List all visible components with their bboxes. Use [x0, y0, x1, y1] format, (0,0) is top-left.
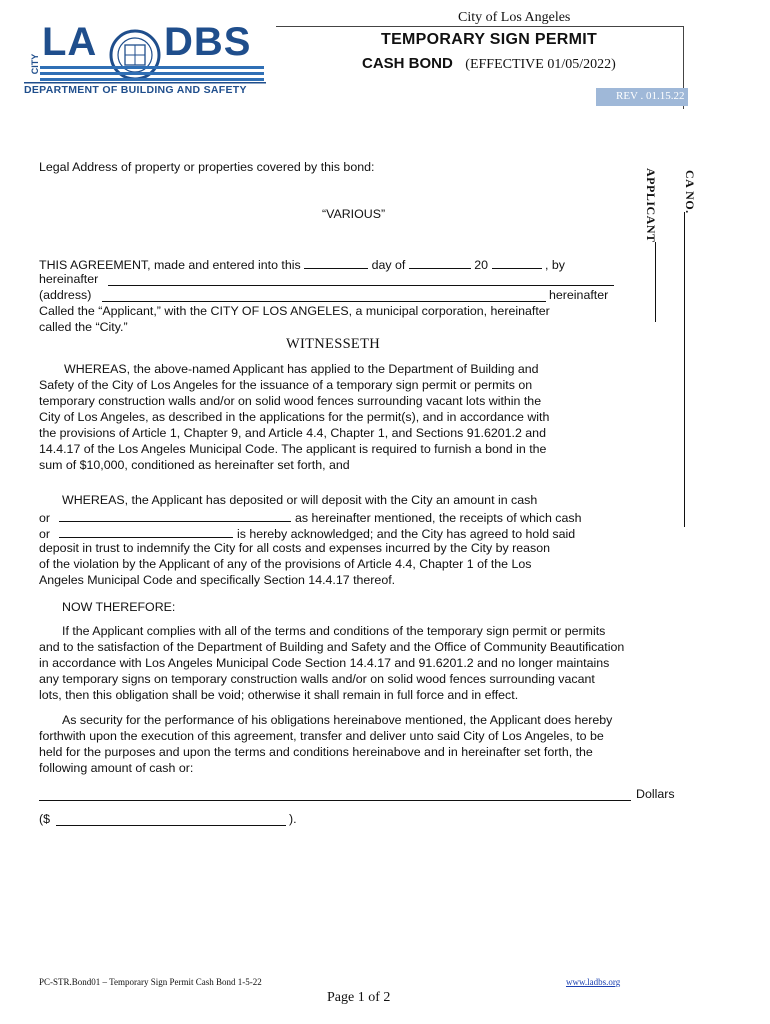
- whereas2-line-3: or is hereby acknowledged; and the City has agreed to hold said: [39, 524, 575, 542]
- applicant-line[interactable]: [655, 242, 656, 322]
- logo-la-text: LA: [42, 20, 98, 64]
- rev-bar: [596, 88, 688, 106]
- applicant-label: APPLICANT: [644, 168, 658, 243]
- para-if-line-1: If the Applicant complies with all of the terms and conditions of the temporary sign permit or permits: [62, 624, 606, 638]
- address-field[interactable]: [102, 300, 546, 302]
- city-title: City of Los Angeles: [458, 10, 571, 25]
- footer-page-number: Page 1 of 2: [327, 990, 391, 1005]
- para-if-line-4: any temporary signs on temporary construction walls and/or on solid wood fences surrounding vacant: [39, 672, 595, 686]
- legal-address-value: “VARIOUS”: [322, 207, 386, 221]
- agreement-line-1: THIS AGREEMENT, made and entered into this day of 20 , by: [39, 255, 565, 273]
- form-subtitle: CASH BOND: [362, 55, 453, 72]
- whereas2-line-6: Angeles Municipal Code and specifically Section 14.4.17 thereof.: [39, 573, 396, 587]
- whereas1-line-3: temporary construction walls and/or on solid wood fences surrounding vacant lots within the: [39, 394, 542, 408]
- whereas1-line-7: sum of $10,000, conditioned as hereinafter set forth, and: [39, 458, 350, 472]
- whereas2-line-5: of the violation by the Applicant of any of the provisions of Article 4.4, Chapter 1 of the Los: [39, 557, 532, 571]
- whereas2-line-1: WHEREAS, the Applicant has deposited or will deposit with the City an amount in cash: [62, 493, 538, 507]
- effective-date: (EFFECTIVE 01/05/2022): [465, 57, 616, 72]
- whereas1-line-6: 14.4.17 of the Los Angeles Municipal Code. The applicant is required to furnish a bond in the: [39, 442, 547, 456]
- amount-open: ($: [39, 812, 51, 826]
- header-rule: [276, 26, 684, 27]
- logo-side-text: CITY: [30, 53, 40, 75]
- para-security-line-3: held for the purposes and upon the terms and conditions hereinabove and in hereinafter set forth, the: [39, 745, 593, 759]
- whereas2-line-2: or as hereinafter mentioned, the receipts of which cash: [39, 508, 581, 526]
- ca-no-line[interactable]: [684, 212, 685, 527]
- day-field[interactable]: [304, 255, 368, 269]
- agreement-line-2: hereinafter: [39, 272, 99, 286]
- agreement-line-5: called the “City.”: [39, 320, 128, 334]
- ladbs-logo: [24, 22, 266, 98]
- whereas2-line-4: deposit in trust to indemnify the City for all costs and expenses incurred by the City by reason: [39, 541, 551, 555]
- witnesseth-heading: WITNESSETH: [286, 336, 381, 352]
- para-security-line-1: As security for the performance of his obligations hereinabove mentioned, the Applicant does hereby: [62, 713, 613, 727]
- legal-address-label: Legal Address of property or properties covered by this bond:: [39, 160, 375, 174]
- agreement-line-3-end: hereinafter: [549, 288, 609, 302]
- agreement-line-3: (address): [39, 288, 92, 302]
- amount-numeric-field[interactable]: [56, 824, 286, 826]
- whereas1-line-4: City of Los Angeles, as described in the applications for the permit(s), and in accordance with: [39, 410, 550, 424]
- logo-dbs-text: DBS: [164, 20, 252, 64]
- ca-no-label: CA NO.: [683, 170, 697, 214]
- para-security-line-2: forthwith upon the execution of this agreement, transfer and deliver unto said City of Los Angeles, to be: [39, 729, 604, 743]
- agreement-line-4: Called the “Applicant,” with the CITY OF LOS ANGELES, a municipal corporation, hereinafter: [39, 304, 550, 318]
- month-field[interactable]: [409, 255, 471, 269]
- header: [0, 0, 770, 110]
- cash-field-1[interactable]: [59, 508, 291, 522]
- year-field[interactable]: [492, 255, 542, 269]
- logo-department-text: DEPARTMENT OF BUILDING AND SAFETY: [24, 84, 247, 96]
- para-if-line-3: in accordance with Los Angeles Municipal Code Section 14.4.17 and 91.6201.2 and no longer maintains: [39, 656, 610, 670]
- form-title: TEMPORARY SIGN PERMIT: [381, 31, 598, 48]
- dollars-written-field[interactable]: [39, 799, 631, 801]
- amount-close: ).: [289, 812, 297, 826]
- footer-website-link[interactable]: www.ladbs.org: [566, 977, 621, 987]
- cash-field-2[interactable]: [59, 524, 233, 538]
- para-if-line-5: lots, then this obligation shall be void; otherwise it shall remain in full force and in effect.: [39, 688, 519, 702]
- applicant-name-field[interactable]: [108, 284, 614, 286]
- dollars-label: Dollars: [636, 787, 675, 801]
- form-subtitle-row: [362, 55, 616, 73]
- whereas1-line-5: the provisions of Article 1, Chapter 9, and Article 4.4, Chapter 1, and Sections 91.6201.2 and: [39, 426, 546, 440]
- footer-form-id: PC-STR.Bond01 – Temporary Sign Permit Cash Bond 1-5-22: [39, 977, 262, 987]
- para-security-line-4: following amount of cash or:: [39, 761, 194, 775]
- now-therefore: NOW THEREFORE:: [62, 600, 176, 614]
- whereas1-line-2: Safety of the City of Los Angeles for the issuance of a temporary sign permit or permits on: [39, 378, 533, 392]
- whereas1-line-1: WHEREAS, the above-named Applicant has applied to the Department of Building and: [64, 362, 539, 376]
- rev-label: REV . 01.15.22: [616, 90, 685, 102]
- para-if-line-2: and to the satisfaction of the Department of Building and Safety and the Office of Community Beautification: [39, 640, 625, 654]
